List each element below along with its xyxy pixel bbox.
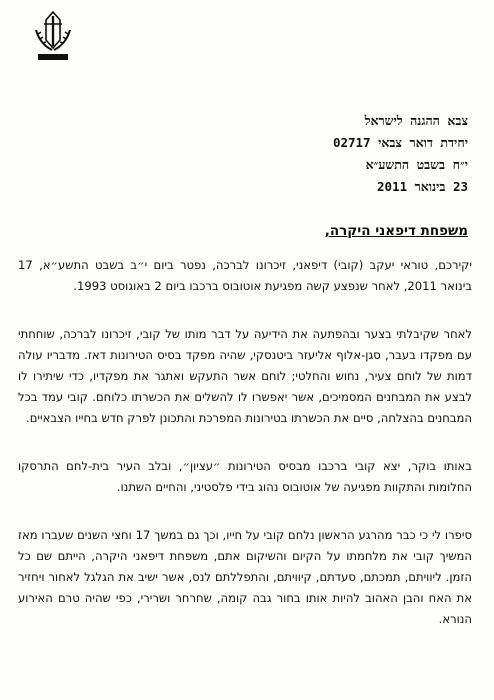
paragraph-1: יקירכם, טוראי יעקב (קובי) דיפאני, זיכרונו לברכה, נפטר ביום י״ב בשבט התשע״א, 17 בינואר 2011, לאחר שנפצע קשה מפגיעת אוטובוס ברכבו ביום 2 באוגוסט 1993.	[18, 258, 472, 293]
paragraph-3: באותו בוקר, יצא קובי ברכבו מבסיס הטירונות ״עציון״, ובלב העיר בית-לחם התרסקו החלומות והתקוות מפגיעה של אוטובוס נהוג בידי פלסטיני, והחיים השתנו.	[18, 459, 472, 494]
letter-header	[208, 110, 468, 198]
idf-emblem	[30, 10, 76, 68]
paragraph-4: סיפרו לי כי כבר מהרגע הראשון נלחם קובי על חייו, וכך גם במשך 17 וחצי השנים שעברו מאז המשיך קובי את מלחמתו על הקיום והשיקום אתם, משפחת דיפאני היקרה, הייתם שם כל הזמן. ליוויתם, תמכתם, סעדתם, קיוויתם, והתפללתם לנס, אשר ישיב את הגלגל לאחור ויחזיר את האח והבן האהוב להיות אותו בחור גבה קומה, שחרחר ושרירי, כפי שהיה טרם האירוע הנורא.	[18, 528, 472, 626]
salutation: משפחת דיפאני היקרה,	[324, 223, 468, 239]
unit-address: יחידת דואר צבאי 02717	[332, 135, 468, 150]
gregorian-date: 23 בינואר 2011	[377, 179, 468, 194]
org-name: צבא ההגנה לישראל	[364, 113, 468, 128]
paragraph-2: לאחר שקיבלתי בצער ובהפתעה את הידיעה על דבר מותו של קובי, זיכרונו לברכה, שוחחתי עם מפקדו בעבר, סגן-אלוף אליעזר ביטנסקי, שהיה מפקד בסיס הטירונות דאז. מדבריו עולה דמות של לוחם צעיר, נחוש והחלטי; לוחם אשר התעקש ואתגר את מפקדיו, כדי שיתירו לו לבצע את המבחנים המסמיכים, אשר יאפשרו לו להשלים את הכשרתו כלוחם. קובי עמד בכל המבחנים בהצלחה, סיים את הכשרתו בטירונות המפרכת והתכונן לפרק חדש בחייו הצבאיים.	[18, 327, 472, 425]
hebrew-date: י״ח בשבט התשע״א	[365, 157, 468, 172]
idf-emblem-icon	[30, 10, 76, 68]
letter-body	[18, 255, 472, 657]
